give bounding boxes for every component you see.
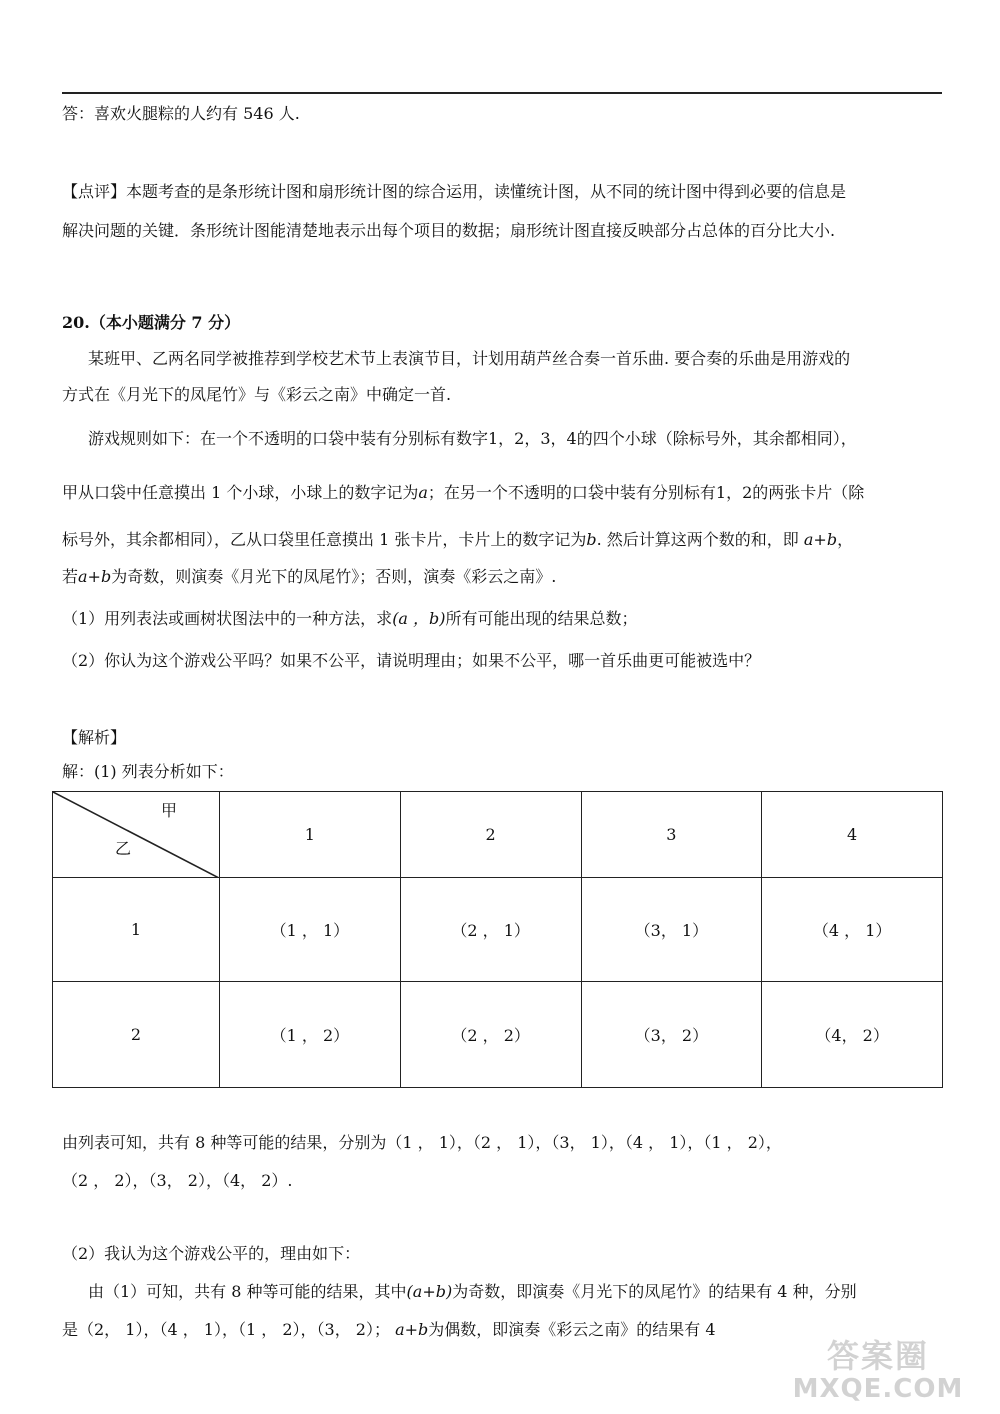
- outcome-table: [52, 791, 943, 1088]
- part2-text: 为偶数，即演奏《彩云之南》的结果有 4: [428, 1320, 716, 1339]
- rules-line-a: 游戏规则如下：在一个不透明的口袋中装有分别标有数字1，2，3，4的四个小球（除标号外，其余都相同），: [88, 429, 857, 448]
- sum-expression: a+b: [803, 530, 838, 549]
- corner-label-yi: 乙: [115, 839, 132, 858]
- question-text: 所有可能出现的结果总数；: [445, 609, 638, 628]
- problem-paragraph-1a: 某班甲、乙两名同学被推荐到学校艺术节上表演节目，计划用葫芦丝合奏一首乐曲. 要合奏的乐曲是用游戏的: [88, 349, 851, 368]
- pair-expression: (a ，b): [392, 609, 446, 628]
- table-cell: （1 ， 2）: [220, 982, 401, 1088]
- rules-line-b: [62, 482, 864, 504]
- variable-b: b: [586, 530, 597, 549]
- watermark-logo: [778, 1338, 978, 1408]
- diagonal-line: [53, 792, 219, 878]
- part2-line-c: [62, 1319, 716, 1341]
- rules-line-c: 标号外，其余都相同），乙从口袋里任意摸出 1 张卡片，卡片上的数字记为b. 然后计算这两个数的和，即 a+b，: [62, 530, 854, 549]
- sum-expression: a+b: [78, 567, 112, 586]
- rules-text: ；在另一个不透明的口袋中装有分别标有1，2的两张卡片（除: [427, 483, 865, 502]
- rules-text: 若: [62, 567, 79, 586]
- result-line-b: （2 ， 2），（3， 2），（4， 2）.: [62, 1171, 293, 1190]
- watermark-text: 答案圈: [826, 1337, 929, 1375]
- table-cell: （3， 1）: [581, 878, 762, 982]
- part2-line-b: [88, 1281, 857, 1303]
- table-cell: （4， 2）: [762, 982, 943, 1088]
- question-text: （1）用列表法或画树状图法中的一种方法，求: [62, 609, 393, 628]
- column-header: 1: [220, 792, 401, 878]
- table-corner-cell: [53, 792, 220, 878]
- column-header: 4: [762, 792, 943, 878]
- table-cell: （3， 2）: [581, 982, 762, 1088]
- sum-expression: (a+b): [406, 1282, 453, 1301]
- problem-heading: 20.（本小题满分 7 分）: [62, 313, 241, 332]
- part2-text: 为奇数，即演奏《月光下的凤尾竹》的结果有 4 种，分别: [452, 1282, 857, 1301]
- watermark-url: MXQE.COM: [792, 1374, 964, 1404]
- rules-text: 标号外，其余都相同），乙从口袋里任意摸出 1 张卡片，卡片上的数字记为: [62, 530, 587, 549]
- part2-text: 由（1）可知，共有 8 种等可能的结果，其中: [88, 1282, 407, 1301]
- table-cell: （2 ， 1）: [400, 878, 581, 982]
- sum-expression: a+b: [395, 1320, 429, 1339]
- rules-line-d: [62, 566, 556, 588]
- solution-intro: 解：(1) 列表分析如下：: [62, 762, 234, 781]
- table-cell: （2 ， 2）: [400, 982, 581, 1088]
- problem-paragraph-1b: 方式在《月光下的凤尾竹》与《彩云之南》中确定一首.: [62, 385, 452, 404]
- part2-text: 是（2， 1），（4 ， 1），（1 ， 2），（3， 2）；: [62, 1320, 390, 1339]
- column-header: 2: [400, 792, 581, 878]
- rules-text: 为奇数，则演奏《月光下的凤尾竹》；否则，演奏《彩云之南》.: [111, 567, 557, 586]
- question-1: [62, 608, 638, 630]
- table-cell: （1 ， 1）: [220, 878, 401, 982]
- table-cell: （4 ， 1）: [762, 878, 943, 982]
- header-rule: [62, 92, 942, 94]
- rules-text: 甲从口袋中任意摸出 1 个小球，小球上的数字记为: [62, 483, 419, 502]
- table-row: [53, 878, 943, 982]
- variable-a: a: [418, 483, 428, 502]
- question-2: （2）你认为这个游戏公平吗？如果不公平，请说明理由；如果不公平，哪一首乐曲更可能被选中？: [62, 651, 761, 670]
- rules-text: . 然后计算这两个数的和，即: [596, 530, 799, 549]
- result-line-a: 由列表可知，共有 8 种等可能的结果，分别为（1 ， 1），（2 ， 1），（3， 1），（4 ， 1），（1 ， 2），: [62, 1133, 782, 1152]
- table-row: [53, 982, 943, 1088]
- comment-line-1: 【点评】本题考查的是条形统计图和扇形统计图的综合运用，读懂统计图，从不同的统计图中得到必要的信息是: [62, 182, 847, 201]
- table-header-row: [53, 792, 943, 878]
- answer-line: 答：喜欢火腿粽的人约有 546 人.: [62, 104, 300, 123]
- corner-label-jia: 甲: [160, 801, 177, 820]
- row-header: 2: [53, 982, 220, 1088]
- solution-label: 【解析】: [62, 728, 127, 747]
- comment-line-2: 解决问题的关键．条形统计图能清楚地表示出每个项目的数据；扇形统计图直接反映部分占总体的百分比大小.: [62, 221, 836, 240]
- row-header: 1: [53, 878, 220, 982]
- column-header: 3: [581, 792, 762, 878]
- part2-line-a: （2）我认为这个游戏公平的，理由如下：: [62, 1244, 361, 1263]
